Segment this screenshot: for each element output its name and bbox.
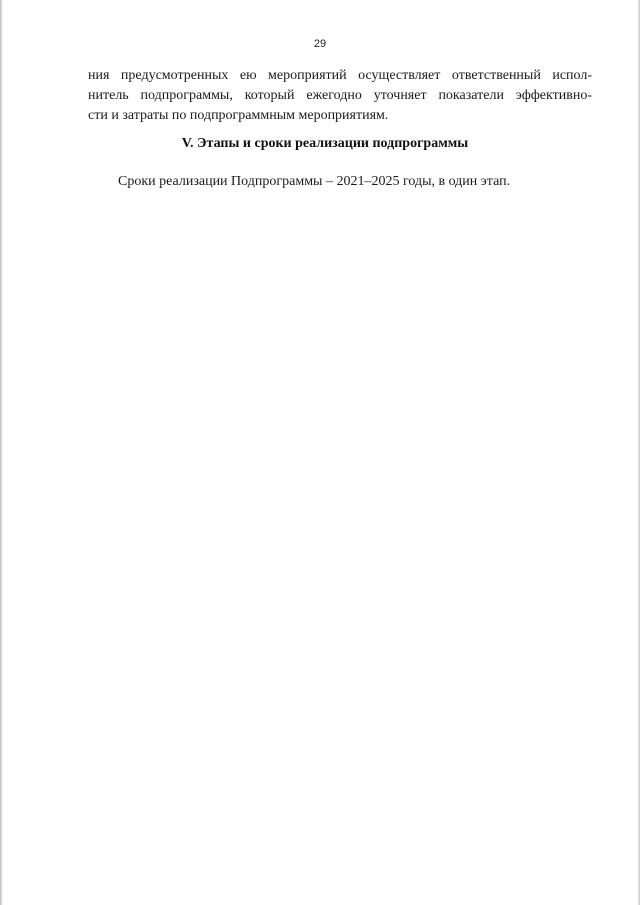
body-line-2: нитель подпрограммы, который ежегодно уточняет показатели эффективно-	[88, 88, 592, 103]
body-line-1: ния предусмотренных ею мероприятий осуществляет ответственный испол-	[88, 68, 592, 83]
page-number: 29	[313, 38, 327, 50]
section-heading: V. Этапы и сроки реализации подпрограммы	[181, 136, 469, 151]
body-line-3: сти и затраты по подпрограммным мероприятиям.	[88, 108, 389, 123]
body-paragraph	[88, 66, 592, 126]
implementation-term-paragraph: Сроки реализации Подпрограммы – 2021–2025 годы, в один этап.	[118, 174, 511, 189]
